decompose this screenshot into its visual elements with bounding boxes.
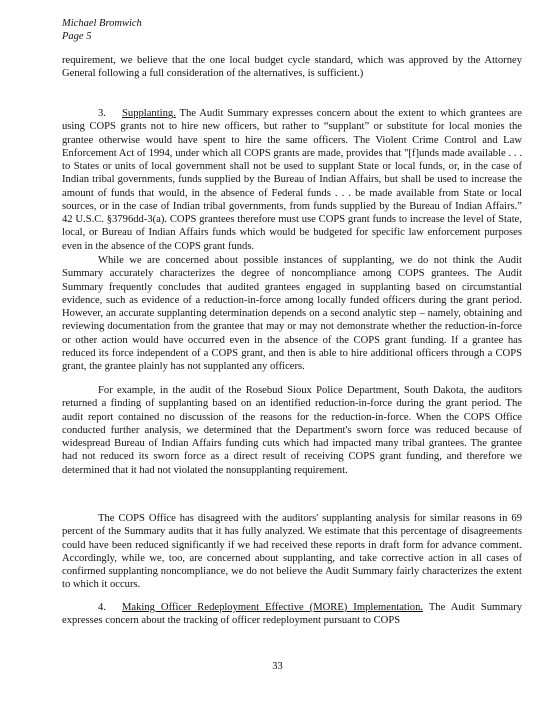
section-number: 4. xyxy=(98,602,106,613)
paragraph-text: While we are concerned about possible instances of supplanting, we do not think the Audit Summary accurately characterizes the degree of noncompliance among COPS grantees. The Audit Summary frequently concludes that audited grantees engaged in supplanting based on circumstantial evidence, such as evidence of a reduction-in-force among locally funded officers during the grant period. However, an accurate supplanting determination depends on a second analytic step – namely, obtaining and reviewing documentation from the grantee that may or may not demonstrate whether the reduction-in-force or other action would have occurred even in the absence of the COPS grant funding. If a grantee has reduced its force independent of a COPS grant, and then is able to hire additional officers through a COPS grant, the grantee plainly has not supplanted any officers. xyxy=(62,255,522,372)
paragraph-continuation xyxy=(62,54,522,81)
paragraph-text: For example, in the audit of the Rosebud Sioux Police Department, South Dakota, the auditors returned a finding of supplanting based on an identified reduction-in-force during the grant period. The audit report contained no discussion of the reasons for the reduction-in-force. When the COPS Office conducted further analysis, we determined that the Department's sworn force was reduced because of widespread Bureau of Indian Affairs funding cuts which had impacted many tribal grantees. The grantee had not reduced its sworn force as a direct result of receiving COPS grant funding, and therefore we determined that it had not violated the nonsupplanting requirement. xyxy=(62,385,522,476)
section-number: 3. xyxy=(98,108,106,119)
page-number: 33 xyxy=(272,661,283,672)
paragraph-concern xyxy=(62,254,522,373)
paragraph-text: The Audit Summary expresses concern about the extent to which grantees are using COPS grants not to hire new officers, but rather to “supplant” or substitute for local monies the grantee otherwise would have spent to hire the same officers. The Violent Crime Control and Law Enforcement Act of 1994, under which all COPS grants are made, provides that "[f]unds made available . . . to States or units of local government shall not be used to supplant State or local funds, or, in the case of Indian tribal governments, funds supplied by the Bureau of Indian Affairs, but shall be used to increase the amount of funds that would, in the absence of Federal funds . . . be made available from State or local sources, or in the case of Indian tribal governments, from funds supplied by the Bureau of Indian Affairs.” 42 U.S.C. §3796dd-3(a). COPS grantees therefore must use COPS grant funds to increase the level of State, local, or Bureau of Indian Affairs funds which would be budgeted for specific law enforcement purposes even in the absence of the COPS grant funds. xyxy=(62,108,522,252)
paragraph-supplanting xyxy=(62,107,522,253)
paragraph-text: requirement, we believe that the one local budget cycle standard, which was approved by the Attorney General following a full consideration of the alternatives, is sufficient.) xyxy=(62,55,522,80)
page-header xyxy=(62,17,142,43)
paragraph-more-implementation xyxy=(62,601,522,628)
header-name: Michael Bromwich xyxy=(62,18,142,29)
paragraph-example xyxy=(62,384,522,477)
paragraph-disagreement xyxy=(62,512,522,592)
paragraph-text: The Audit Summary expresses concern about the tracking of officer redeployment pursuant to COPS xyxy=(62,602,523,627)
section-title: Making Officer Redeployment Effective (MORE) Implementation. xyxy=(122,602,424,613)
header-page-label: Page 5 xyxy=(62,31,92,42)
paragraph-text: The COPS Office has disagreed with the auditors' supplanting analysis for similar reasons in 69 percent of the Summary audits that it has fully analyzed. We estimate that this percentage of disagreements could have been reduced significantly if we had received these reports in draft form for advance comment. Accordingly, while we, too, are concerned about supplanting, and take corrective action in all cases of confirmed supplanting noncompliance, we do not believe the Audit Summary fairly characterizes the extent to which it occurs. xyxy=(62,513,522,591)
section-title: Supplanting. xyxy=(122,108,176,119)
